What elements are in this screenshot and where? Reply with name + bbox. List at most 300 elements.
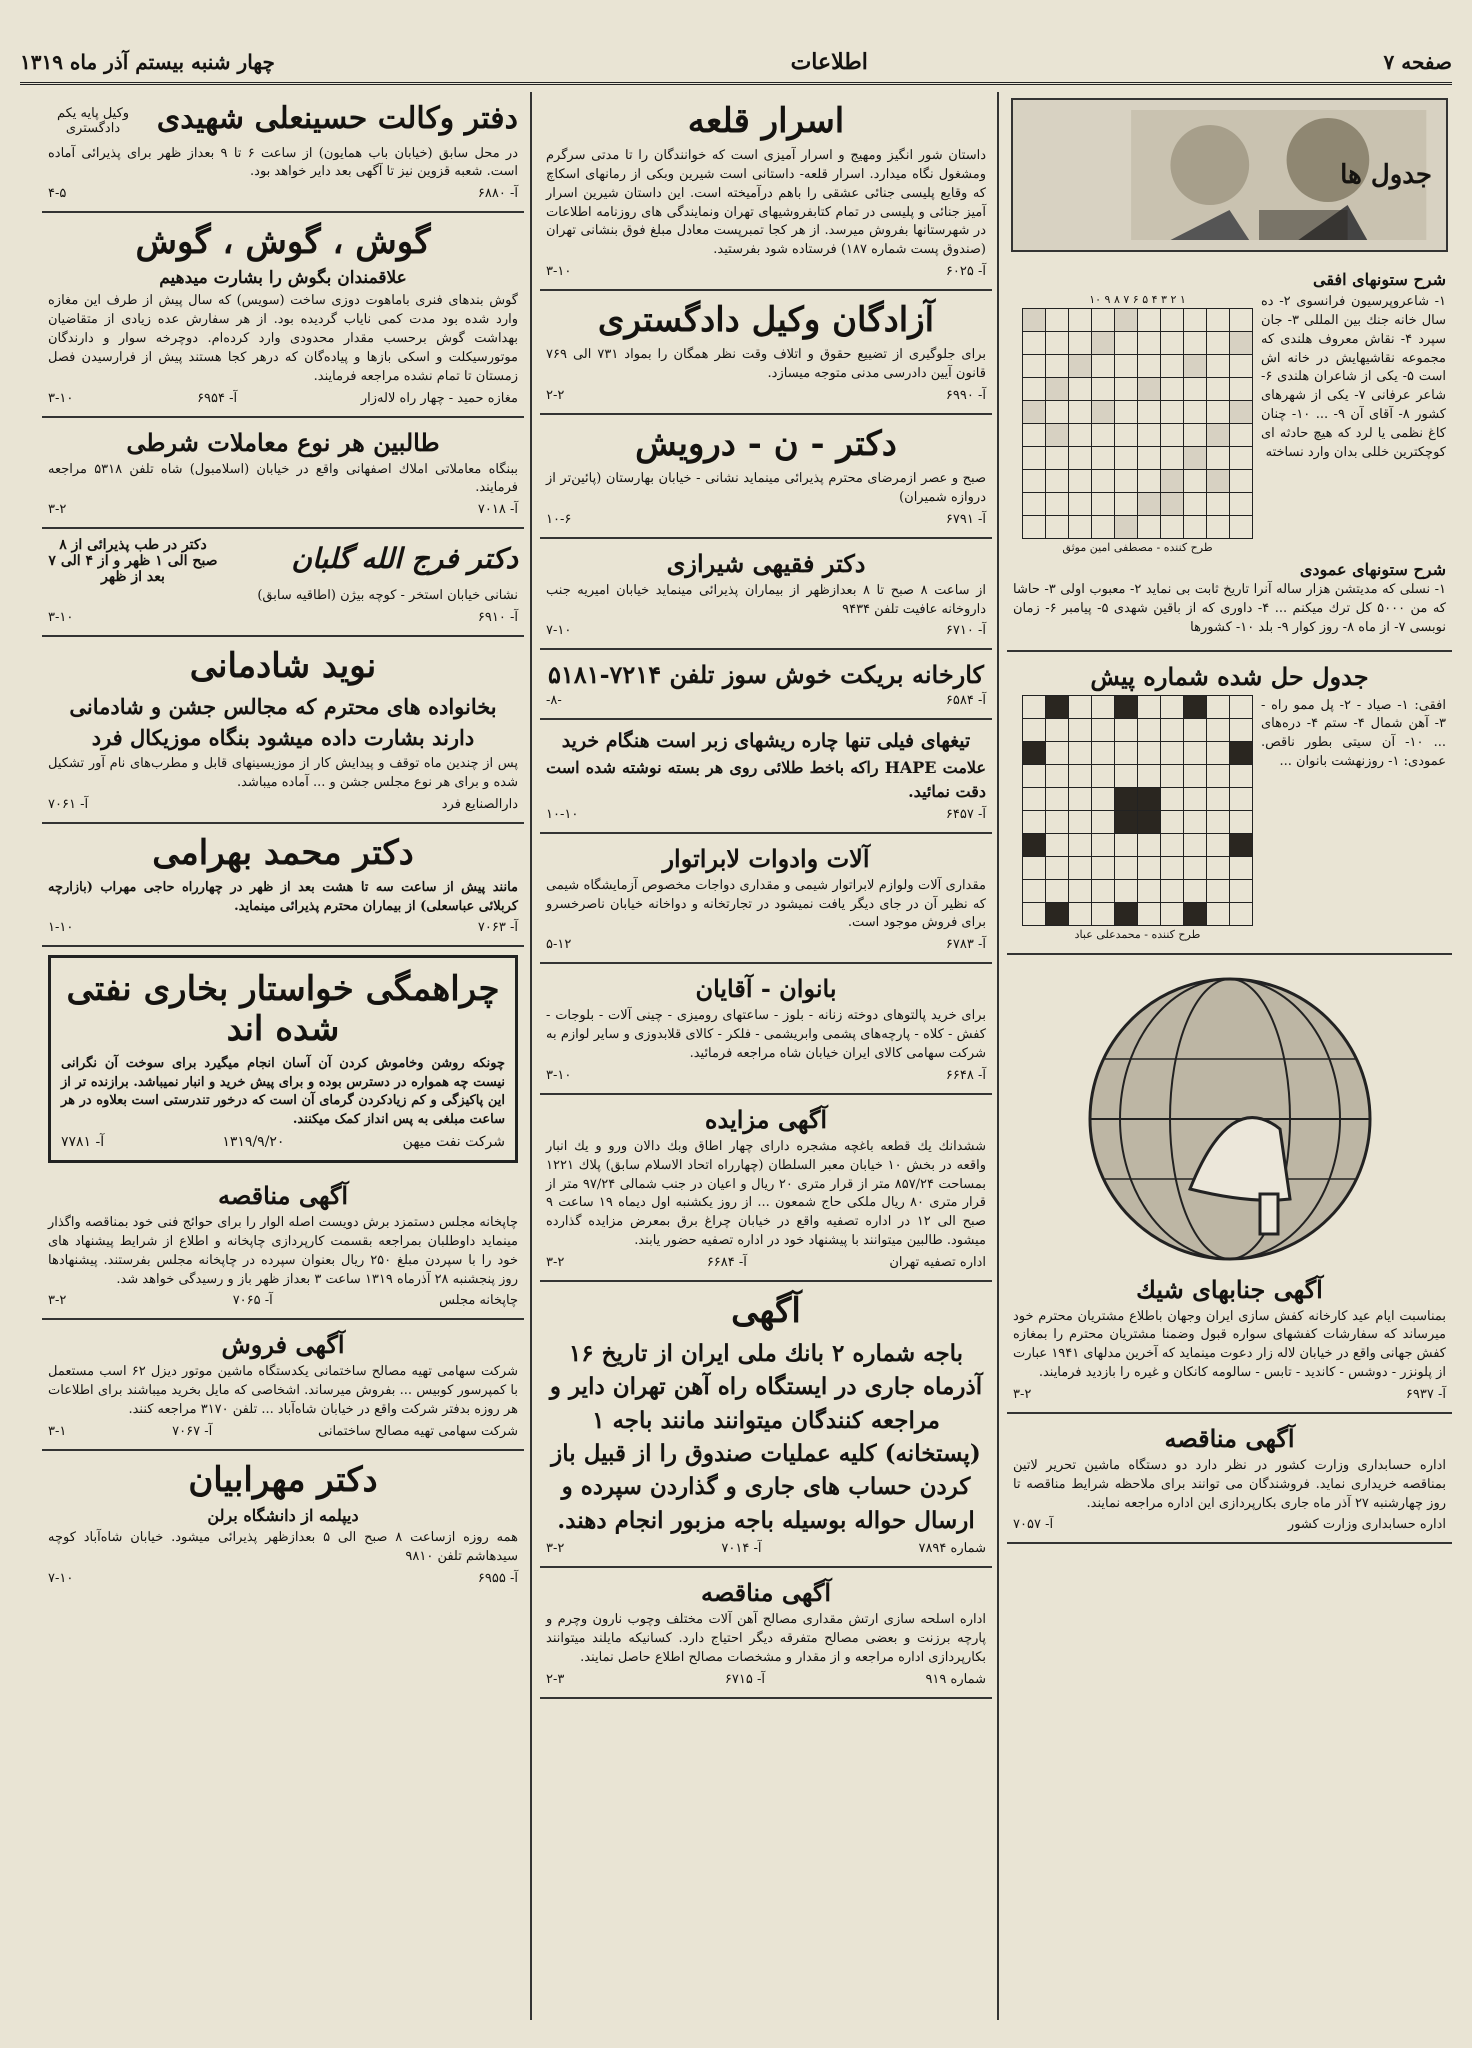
grid-cell <box>1046 741 1069 764</box>
grid-cell <box>1046 424 1069 447</box>
grid-cell <box>1161 309 1184 332</box>
grid-cell <box>1207 447 1230 470</box>
grid-cell <box>1207 810 1230 833</box>
crossword-grid <box>1022 308 1253 539</box>
ad-runs: ۵-۱۲ <box>546 937 572 953</box>
grid-cell <box>1069 470 1092 493</box>
laboratory-text: مقداری آلات ولوازم لابراتوار شیمی و مقداری دواجات مخصوص آزمایشگاه شیمی که نظیر آن در جای دیگر یافت نمیشود در تجارتخانه و دواخانه خیابان ناصرخسرو برای فروش موجود است. <box>546 877 986 931</box>
razor-text: علامت HAPE راکه باخط طلائی روی هر بسته نوشته شده است دقت نمائید. <box>546 758 986 801</box>
castle-secrets-text: داستان شور انگیز ومهیج و اسرار آمیزی است که خوانندگان را تا مدتی سرگرم ومشغول نگاه میدارد. اسرار قلعه- داستانی است شیرین وبکی از رمانهای اسکاچ که وقایع پلیسی جنائی عشقی را باهم درآمیخته است. این داستان شیرین اسرار آمیز جنائی و پلیسی در تمام کتابفروشیهای تهران ونمایندگی های روزنامه اطلاعات در شهرستانها بفروش میرسد. از هر کجا تمبرپست معادل مبلغ فوق بنشانی تهران (صندوق پست شماره ۱۸۷) فرستاده شود بفرستید. <box>546 148 986 258</box>
golban-text: نشانی خیابان استخر - کوچه بیژن (اطاقیه سابق) <box>257 588 518 604</box>
down-clues: ۱- نسلی که مدیتشن هزار ساله آنرا تاریخ ثابت بی نماید ۲- معبوب اولی ۳- حاشا که من ۵۰۰۰ کل ترك میکنم ... ۴- داوری که از باقین شهدی ۵- پیامبر ۶- زمان نوبسی ۷- از ماه ۸- روز کوار ۹- بلد ۱۰- کشورها <box>1013 582 1446 635</box>
majlis-tender-title: آگهی مناقصه <box>217 1181 349 1211</box>
ad-runs: ۳-۱۰ <box>48 610 74 626</box>
ad-runs: ۳-۱۰ <box>546 1067 572 1083</box>
oil-heater-box <box>48 955 518 1163</box>
grid-cell <box>1046 879 1069 902</box>
grid-cell <box>1023 741 1046 764</box>
grid-cell <box>1138 378 1161 401</box>
bank-text: باجه شماره ۲ بانك ملی ایران از تاریخ ۱۶ آذرماه جاری در ایستگاه راه آهن تهران دایر و مراجعه کنندگان میتوانند مانند باجه ۱ (پستخانه) کلیه عملیات صندوق را از قبیل باز کردن حساب های جاری و گذاردن سپرده و ارسال حواله بوسیله باجه مزبور انجام دهند. <box>549 1340 983 1534</box>
ad-runs: ۲-۲ <box>546 387 565 403</box>
grid-cell <box>1069 332 1092 355</box>
grid-cell <box>1207 401 1230 424</box>
grid-cell <box>1138 879 1161 902</box>
grid-cell <box>1023 447 1046 470</box>
bank-melli-ad <box>540 1282 992 1568</box>
grid-cell <box>1023 332 1046 355</box>
ad-number: شماره ۹۱۹ <box>925 1671 986 1687</box>
grid-cell <box>1138 833 1161 856</box>
ad-runs: ۱۰-۶ <box>546 511 572 527</box>
grid-cell <box>1161 493 1184 516</box>
grid-cell <box>1115 810 1138 833</box>
oil-heater-sign: شرکت نفت میهن <box>402 1134 505 1151</box>
ad-code: آ- ۶۶۸۴ <box>706 1254 747 1270</box>
grid-cell <box>1023 695 1046 718</box>
grid-cell <box>1207 424 1230 447</box>
razor-blade-ad <box>540 720 992 833</box>
grid-cell <box>1138 741 1161 764</box>
grid-cell <box>1069 516 1092 539</box>
ad-code: آ- ۶۷۱۰ <box>945 623 986 639</box>
sale-text: شرکت سهامی تهیه مصالح ساختمانی یکدستگاه ماشین موتور دیزل ۶۲ اسب مستعمل با کمپرسور کوبیس ... بفروش میرساند. اشخاصی که مایل بخرید میباشند برای اطلاعات هر روزه بدفتر شرکت واقع در خیابان شاه‌آباد ... تلفن ۳۱۷۰ مراجعه کنند. <box>48 1364 518 1418</box>
castle-secrets-ad <box>540 92 992 291</box>
ad-code: آ- ۶۹۹۰ <box>945 387 986 403</box>
grid-cell <box>1207 764 1230 787</box>
grid-cell <box>1092 332 1115 355</box>
grid-cell <box>1161 355 1184 378</box>
grid-cell <box>1207 787 1230 810</box>
grid-cell <box>1138 309 1161 332</box>
grid-cell <box>1184 424 1207 447</box>
bahrami-title: دکتر محمد بهرامی <box>152 832 414 873</box>
grid-cell <box>1138 447 1161 470</box>
ad-runs: ۱۰-۱۰ <box>546 806 579 822</box>
grid-cell <box>1069 764 1092 787</box>
grid-cell <box>1184 718 1207 741</box>
grid-cell <box>1115 902 1138 925</box>
puzzle-credit: طرح کننده - مصطفی امین موثق <box>1062 541 1213 554</box>
grid-cell <box>1115 447 1138 470</box>
grid-cell <box>1069 447 1092 470</box>
grid-cell <box>1161 401 1184 424</box>
grid-cell <box>1161 470 1184 493</box>
ad-code: آ- ۶۷۹۱ <box>945 511 986 527</box>
grid-cell <box>1046 810 1069 833</box>
crossword-section <box>1007 258 1452 652</box>
grid-cell <box>1230 879 1253 902</box>
sale-ad <box>42 1320 524 1451</box>
grid-cell <box>1115 516 1138 539</box>
grid-cell <box>1230 856 1253 879</box>
auction-text: ششدانك یك قطعه باغچه مشجره دارای چهار اطاق وبك دالان ورو و یك انبار واقعه در بخش ۱۰ خیابان معبر السلطان (چهارراه اتحاد الاسلام سابق) پلاك ۱۲۲۱ بمساحت ۸۵۷/۲۴ متر از قرار متری ۲۰ ریال و اعیان در جنب شمالی ۹۷/۲۴ متر از قرار متری ۸۰ ریال ملکی حاج شمعون ... از روز یکشنبه اول دیماه ۱۹ ساعت ۹ صبح الی ۱۲ در اداره تصفیه واقع در خیابان چراغ برق بمعرض مزایده گذارده میشود. طالبین میتوانند با پیشنهاد خود در اداره تصفیه حضور یابند. <box>546 1138 987 1249</box>
oil-heater-date: ۱۳۱۹/۹/۲۰ <box>222 1134 285 1151</box>
grid-cell <box>1115 332 1138 355</box>
grid-cell <box>1046 695 1069 718</box>
grid-cell <box>1069 401 1092 424</box>
bahrami-doctor-ad <box>42 824 524 948</box>
grid-cell <box>1046 332 1069 355</box>
grid-cell <box>1230 424 1253 447</box>
ad-runs: ۴-۵ <box>48 186 67 202</box>
azadegan-lawyer-ad <box>540 291 992 415</box>
ad-code: آ- ۶۵۸۴ <box>945 693 986 709</box>
grid-cell <box>1230 833 1253 856</box>
grid-cell <box>1230 355 1253 378</box>
grid-cell <box>1046 902 1069 925</box>
ad-runs: ۳-۱۰ <box>546 264 572 280</box>
ear-ad <box>42 213 524 417</box>
interior-tender-code: آ- ۷۰۵۷ <box>1013 1517 1054 1533</box>
grid-cell <box>1161 879 1184 902</box>
grid-cell <box>1138 401 1161 424</box>
grid-cell <box>1230 718 1253 741</box>
grid-cell <box>1115 741 1138 764</box>
happiness-ad <box>42 637 524 824</box>
grid-cell <box>1023 902 1046 925</box>
ad-runs: ۱-۱۰ <box>48 920 74 936</box>
grid-cell <box>1023 424 1046 447</box>
ad-code: آ- ۶۴۵۷ <box>945 806 986 822</box>
grid-cell <box>1184 401 1207 424</box>
happiness-title: نوید شادمانی <box>189 646 377 687</box>
sale-title: آگهی فروش <box>221 1330 345 1360</box>
grid-cell <box>1161 741 1184 764</box>
grid-cell <box>1161 332 1184 355</box>
grid-cell <box>1230 332 1253 355</box>
grid-cell <box>1069 355 1092 378</box>
sale-sign: شرکت سهامی تهیه مصالح ساختمانی <box>318 1423 518 1439</box>
ad-runs: ۲-۳ <box>546 1671 565 1687</box>
grid-cell <box>1115 833 1138 856</box>
shoe-ad-runs: ۳-۲ <box>1013 1386 1032 1402</box>
ad-runs: ۳-۱۰ <box>48 390 74 406</box>
grid-cell <box>1161 378 1184 401</box>
right-column <box>997 92 1452 2020</box>
grid-cell <box>1069 741 1092 764</box>
grid-cell <box>1069 718 1092 741</box>
grid-cell <box>1230 493 1253 516</box>
grid-cell <box>1046 470 1069 493</box>
ad-code: آ- ۷۰۱۸ <box>477 502 518 518</box>
grid-cell <box>1115 787 1138 810</box>
ad-code: آ- ۷۰۱۴ <box>721 1541 762 1557</box>
grid-cell <box>1092 424 1115 447</box>
ladies-text: برای خرید پالتوهای دوخته زنانه - بلوز - ساعتهای رومیزی - چینی آلات - بلوجات - کفش - کلاه - پارچه‌های پشمی وابریشمی - فلکر - کالای قلابدوزی و سایر لوازم به شرکت سهامی کالای ایران خیابان شاه مراجعه فرمائید. <box>546 1008 986 1061</box>
golban-doctor-ad <box>42 529 524 637</box>
grid-cell <box>1092 833 1115 856</box>
interior-tender-title: آگهی مناقصه <box>1164 1423 1295 1453</box>
grid-cell <box>1069 695 1092 718</box>
grid-cell <box>1115 493 1138 516</box>
shahidi-text: در محل سابق (خیابان باب همایون) از ساعت ۶ تا ۹ بعداز ظهر برای پذیرائی آماده است. شعبه قزوین نیز تا آگهی بعد دایر خواهد بود. <box>48 145 519 180</box>
grid-cell <box>1092 741 1115 764</box>
laboratory-title: آلات وادوات لابراتوار <box>662 843 870 873</box>
grid-cell <box>1207 833 1230 856</box>
grid-cell <box>1023 470 1046 493</box>
ad-runs: -۸- <box>546 693 562 709</box>
solved-puzzle-credit: طرح کننده - محمدعلی عباد <box>1074 927 1201 941</box>
bahrami-text: مانند پیش از ساعت سه تا هشت بعد از ظهر در چهارراه حاجی مهراب (بازارچه کربلائی عباسعلی) از بیماران محترم پذیرائی مینماید. <box>48 879 518 914</box>
grid-cell <box>1046 447 1069 470</box>
grid-cell <box>1115 856 1138 879</box>
grid-cell <box>1161 447 1184 470</box>
grid-cell <box>1161 833 1184 856</box>
azadegan-title: آزادگان وکیل دادگستری <box>597 300 935 341</box>
grid-cell <box>1046 401 1069 424</box>
majlis-tender-sign: چاپخانه مجلس <box>439 1293 518 1309</box>
grid-cell <box>1023 856 1046 879</box>
grid-cell <box>1230 902 1253 925</box>
grid-cell <box>1184 810 1207 833</box>
grid-cell <box>1115 879 1138 902</box>
ad-code: آ- ۶۷۸۳ <box>945 937 986 953</box>
grid-cell <box>1207 902 1230 925</box>
across-clues-title: شرح ستونهای افقی <box>1313 270 1446 289</box>
grid-cell <box>1184 516 1207 539</box>
razor-title: تیغهای فیلی تنها چاره ریشهای زبر است هنگام خرید <box>561 730 971 753</box>
grid-cell <box>1115 401 1138 424</box>
grid-cell <box>1046 493 1069 516</box>
grid-cell <box>1046 516 1069 539</box>
ladies-gentlemen-ad <box>540 964 992 1095</box>
faghihi-title: دکتر فقیهی شیرازی <box>666 548 866 578</box>
grid-cell <box>1207 493 1230 516</box>
grid-cell <box>1046 856 1069 879</box>
grid-cell <box>1230 695 1253 718</box>
grid-cell <box>1092 902 1115 925</box>
grid-cell <box>1046 309 1069 332</box>
arms-tender-title: آگهی مناقصه <box>700 1578 832 1608</box>
golban-title: دکتر فرج الله گلبان <box>291 542 518 576</box>
grid-cell <box>1092 879 1115 902</box>
solved-crossword-grid <box>1022 695 1253 926</box>
grid-cell <box>1092 401 1115 424</box>
ad-runs: ۳-۲ <box>48 502 67 518</box>
grid-cell <box>1023 493 1046 516</box>
grid-cell <box>1138 718 1161 741</box>
shahidi-law-office-ad <box>42 92 524 213</box>
solved-puzzle-section <box>1007 652 1452 955</box>
grid-cell <box>1046 378 1069 401</box>
ad-code: آ- ۷۷۸۱ <box>61 1134 105 1151</box>
grid-cell <box>1115 309 1138 332</box>
grid-cell <box>1138 764 1161 787</box>
grid-cell <box>1184 493 1207 516</box>
grid-cell <box>1184 355 1207 378</box>
grid-cell <box>1230 787 1253 810</box>
grid-cell <box>1046 787 1069 810</box>
grid-cell <box>1069 856 1092 879</box>
ear-title: گوش ، گوش ، گوش <box>135 222 431 263</box>
grid-cell <box>1230 401 1253 424</box>
ad-runs: ۳-۱ <box>48 1423 67 1439</box>
solved-puzzle-text: افقی: ۱- صیاد - ۲- پل ممو راه - ۳- آهن شمال ۴- ستم ۴- دره‌های ... ۱۰- آن سیتی بطور ناقص. عمودی: ۱- روزنهشت بانوان ... <box>1261 697 1446 770</box>
ad-code: آ- ۶۹۵۵ <box>477 1570 518 1586</box>
oil-heater-text: چونکه روشن وخاموش کردن آن آسان انجام میگیرد برای سوخت آن نگرانی نیست چه همواره در دسترس بوده و برای پیش خرید و انبار نمیباشد. برازنده تر از این پاکیزگی و کم زیادکردن گرمای آن است که درخور تندرستی است بعلاوه در هر ساعت مبلغی به پس انداز کمک میکنند. <box>61 1055 505 1128</box>
grid-cell <box>1207 355 1230 378</box>
grid-cell <box>1207 470 1230 493</box>
issue-date: چهار شنبه بیستم آذر ماه ۱۳۱۹ <box>20 50 275 74</box>
grid-cell <box>1069 879 1092 902</box>
ear-text: گوش بندهای فنری باماهوت دوزی ساخت (سویس) که سال پیش از طرف این مغازه وارد شده بود مدت کمی نایاب گردیده بود. از هر سفارش عده زیادی از متقاضیان بهداشت گوش برحسب مقدار محدودی وارد کرده‌ام. دوچرخه سوار و دارندگان موتورسیکلت و اسکی بازها و پیاده‌گان که درهر کجا هستند پیش از فرارسیدن فصل زمستان تا تمام نشده مراجعه فرمایند. <box>48 293 518 384</box>
shahidi-side: وکیل پایه یکم دادگستری <box>56 106 130 137</box>
grid-cell <box>1069 810 1092 833</box>
grid-cell <box>1138 424 1161 447</box>
puzzle-header-illustration <box>1011 98 1448 252</box>
shahidi-title: دفتر وکالت حسینعلی شهیدی <box>156 101 518 136</box>
grid-cell <box>1046 833 1069 856</box>
grid-cell <box>1092 493 1115 516</box>
grid-cell <box>1115 764 1138 787</box>
happiness-text: پس از چندین ماه توقف و پیدایش کار از موزیسینهای قابل و مطرب‌های نام آور تشکیل شده و برای هر نوع مجلس جشن و ... آماده میباشد. <box>48 756 518 790</box>
grid-cell <box>1230 309 1253 332</box>
grid-cell <box>1092 718 1115 741</box>
ad-runs: ۷-۱۰ <box>546 623 572 639</box>
grid-cell <box>1230 378 1253 401</box>
grid-cell <box>1092 309 1115 332</box>
grid-cell <box>1184 447 1207 470</box>
bank-title: آگهی <box>731 1290 801 1331</box>
grid-cell <box>1138 470 1161 493</box>
ad-code: آ- ۶۹۵۴ <box>197 390 238 406</box>
happiness-big-text: بخانواده های محترم که مجالس جشن و شادمانی دارند بشارت داده میشود بنگاه موزیکال فرد <box>69 694 497 750</box>
mehrabian-subtitle: دیپلمه از دانشگاه برلن <box>207 1506 359 1526</box>
grid-cell <box>1230 764 1253 787</box>
grid-cell <box>1138 902 1161 925</box>
grid-cell <box>1092 810 1115 833</box>
darvish-title: دکتر - ن - درویش <box>635 423 897 464</box>
grid-cell <box>1184 764 1207 787</box>
oil-heater-title: چراهمگی خواستار بخاری نفتی شده اند <box>66 969 500 1049</box>
mehrabian-text: همه روزه ازساعت ۸ صبح الی ۵ بعدازظهر پذیرائی میشود. خیابان شاه‌آباد کوچه سیدهاشم تلفن ۹۸۱۰ <box>48 1530 518 1564</box>
middle-column <box>530 92 992 2020</box>
grid-cell <box>1207 516 1230 539</box>
grid-cell <box>1069 378 1092 401</box>
grid-cell <box>1161 787 1184 810</box>
faghihi-text: از ساعت ۸ صبح تا ۸ بعدازظهر از بیماران پذیرائی مینماید خیابان امیریه جنب داروخانه عافیت تلفن ۹۴۳۴ <box>546 582 986 617</box>
interior-tender-ad <box>1007 1414 1452 1545</box>
faghihi-doctor-ad <box>540 539 992 651</box>
grid-cell <box>1069 309 1092 332</box>
grid-cell <box>1069 787 1092 810</box>
grid-cell <box>1161 695 1184 718</box>
grid-cell <box>1161 902 1184 925</box>
conditional-deals-ad <box>42 418 524 530</box>
grid-cell <box>1046 764 1069 787</box>
grid-cell <box>1230 470 1253 493</box>
grid-cell <box>1161 810 1184 833</box>
grid-cell <box>1207 309 1230 332</box>
grid-cell <box>1138 856 1161 879</box>
ad-runs: ۷-۱۰ <box>48 1570 74 1586</box>
grid-cell <box>1023 833 1046 856</box>
globe-shoe-illustration <box>1080 969 1380 1269</box>
grid-cell <box>1184 309 1207 332</box>
grid-cell <box>1092 378 1115 401</box>
ad-code: آ- ۶۰۲۵ <box>945 264 986 280</box>
ladies-title: بانوان - آقایان <box>695 974 837 1004</box>
grid-cell <box>1207 856 1230 879</box>
ad-code: آ- ۷۰۶۳ <box>477 920 518 936</box>
grid-cell <box>1023 787 1046 810</box>
page-header <box>20 42 1452 85</box>
across-clues: ۱- شاعروپرسیون فرانسوی ۲- ده سال خانه جنك بین المللی ۳- جان سپرد ۴- نقاش معروف هلندی که مجموعه نقاشیهایش در خانه اش است ۵- یکی از شاعران هلندی ۶- شاعر عرفانی ۷- یکی از شهرهای کشور ۸- آقای آن ۹- ... ۱۰- چنان کاغ نظمی یا لرد که هیچ حادثه ای کوچکترین خللی بدان وارد نساخته <box>1261 294 1447 460</box>
ad-runs: ۳-۲ <box>546 1541 565 1557</box>
ear-subtitle: علاقمندان بگوش را بشارت میدهیم <box>159 268 407 289</box>
grid-cell <box>1092 787 1115 810</box>
grid-cell <box>1023 401 1046 424</box>
grid-cell <box>1069 902 1092 925</box>
laboratory-ad <box>540 834 992 965</box>
ad-code: آ- ۷۰۶۱ <box>48 796 89 812</box>
grid-cell <box>1161 424 1184 447</box>
grid-cell <box>1161 764 1184 787</box>
grid-cell <box>1023 879 1046 902</box>
grid-cell <box>1023 355 1046 378</box>
grid-cell <box>1023 810 1046 833</box>
grid-cell <box>1115 378 1138 401</box>
grid-cell <box>1207 332 1230 355</box>
grid-cell <box>1138 493 1161 516</box>
grid-cell <box>1069 493 1092 516</box>
grid-cell <box>1230 810 1253 833</box>
grid-cell <box>1184 902 1207 925</box>
arms-tender-text: اداره اسلحه سازی ارتش مقداری مصالح آهن آلات مختلف وچوب نارون وچرم و پارچه برزنت و بعضی مصالح متفرقه دیگر احتیاج دارد. کسانیکه مایلند میتوانند بکارپردازی اداره مراجعه و از مقدار و مشخصات مصالح اطلاع حاصل نمایند. <box>546 1612 986 1665</box>
grid-cell <box>1023 309 1046 332</box>
grid-cell <box>1184 787 1207 810</box>
ad-runs: ۳-۲ <box>48 1293 67 1309</box>
ear-sign: مغازه حمید - چهار راه لاله‌زار <box>360 390 518 406</box>
grid-cell <box>1230 516 1253 539</box>
mehrabian-title: دکتر مهرابیان <box>188 1459 378 1500</box>
conditional-deals-text: ببنگاه معاملاتی املاك اصفهانی واقع در خیابان (اسلامبول) شاه تلفن ۵۳۱۸ مراجعه فرمایند. <box>48 461 518 496</box>
auction-title: آگهی مزایده <box>704 1104 828 1134</box>
grid-cell <box>1023 378 1046 401</box>
golban-hours: دکتر در طب پذیرائی از ۸ صبح الی ۱ ظهر و از ۴ الی ۷ بعد از ظهر <box>48 537 218 586</box>
grid-cell <box>1207 378 1230 401</box>
happiness-sign: دارالصنایع فرد <box>441 796 518 812</box>
ad-code: آ- ۷۰۶۵ <box>232 1293 273 1309</box>
shoe-ad <box>1007 955 1452 1414</box>
interior-tender-text: اداره حسابداری وزارت کشور در نظر دارد دو دستگاه ماشین تحریر لاتین بمناقصه خریداری نماید. فروشندگان می توانند برای ملاحظه شرایط مناقصه تا روز چهارشنبه ۲۷ آذر ماه جاری بکارپردازی این اداره مراجعه نمایند. <box>1013 1457 1446 1511</box>
grid-cell <box>1207 718 1230 741</box>
grid-cell <box>1023 516 1046 539</box>
grid-cell <box>1161 516 1184 539</box>
interior-tender-sign: اداره حسابداری وزارت کشور <box>1287 1517 1446 1533</box>
grid-cell <box>1138 695 1161 718</box>
grid-cell <box>1207 741 1230 764</box>
arms-tender-ad <box>540 1568 992 1699</box>
grid-cell <box>1092 516 1115 539</box>
shoe-ad-code: آ- ۶۹۳۷ <box>1405 1386 1446 1402</box>
azadegan-text: برای جلوگیری از تضییع حقوق و اتلاف وقت نظر همگان را بمواد ۷۳۱ الی ۷۶۹ قانون آیین دادرسی مدنی متوجه میسازد. <box>546 347 986 382</box>
grid-cell <box>1115 718 1138 741</box>
solved-puzzle-title: جدول حل شده شماره پیش <box>1090 661 1369 691</box>
grid-cell <box>1230 741 1253 764</box>
grid-cell <box>1092 764 1115 787</box>
newspaper-name: اطلاعات <box>790 49 868 75</box>
auction-ad <box>540 1095 992 1282</box>
grid-cell <box>1138 332 1161 355</box>
grid-cell <box>1138 355 1161 378</box>
page-number: صفحه ۷ <box>1383 50 1452 74</box>
grid-cell <box>1115 424 1138 447</box>
grid-cell <box>1184 856 1207 879</box>
grid-cell <box>1138 516 1161 539</box>
grid-cell <box>1184 378 1207 401</box>
grid-cell <box>1184 470 1207 493</box>
